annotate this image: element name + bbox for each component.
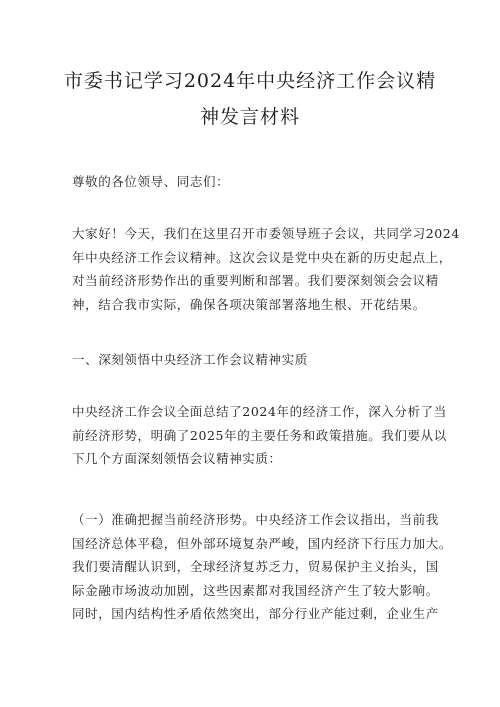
salutation-text: 尊敬的各位领导、同志们： [72,174,230,189]
section-heading-1 [72,348,442,372]
document-title-line-1: 市委书记学习2024年中央经济工作会议精 [63,70,437,92]
subsection-line: 同时，国内结构性矛盾依然突出，部分行业产能过剩，企业生产 [72,606,439,621]
document-title-line-2: 神发言材料 [199,106,300,128]
summary-line: 下几个方面深刻领悟会议精神实质： [72,451,282,466]
section-heading-text: 一、深刻领悟中央经济工作会议精神实质 [72,352,308,367]
summary-line: 前经济形势，明确了2025年的主要任务和政策措施。我们要从以 [72,427,447,443]
opening-paragraph [72,222,460,316]
subsection-line: （一）准确把握当前经济形势。中央经济工作会议指出，当前我 [72,512,439,527]
salutation [72,170,442,194]
opening-line: 对当前经济形势作出的重要判断和部署。我们要深刻领会会议精 [72,273,439,288]
subsection-line: 际金融市场波动加剧，这些因素都对我国经济产生了较大影响。 [72,582,439,598]
opening-line: 大家好！今天，我们在这里召开市委领导班子会议，共同学习2024 [72,226,460,241]
subsection-line: 国经济总体平稳，但外部环境复杂严峻，国内经济下行压力加大。 [72,535,452,551]
subsection-paragraph-1 [72,508,452,626]
subsection-line: 我们要清醒认识到，全球经济复苏乏力，贸易保护主义抬头，国 [72,559,439,574]
summary-paragraph [72,400,447,471]
opening-line: 神，结合我市实际，确保各项决策部署落地生根、开花结果。 [72,296,426,312]
opening-line: 年中央经济工作会议精神。这次会议是党中央在新的历史起点上， [72,249,452,265]
summary-line: 中央经济工作会议全面总结了2024年的经济工作，深入分析了当 [72,404,447,419]
